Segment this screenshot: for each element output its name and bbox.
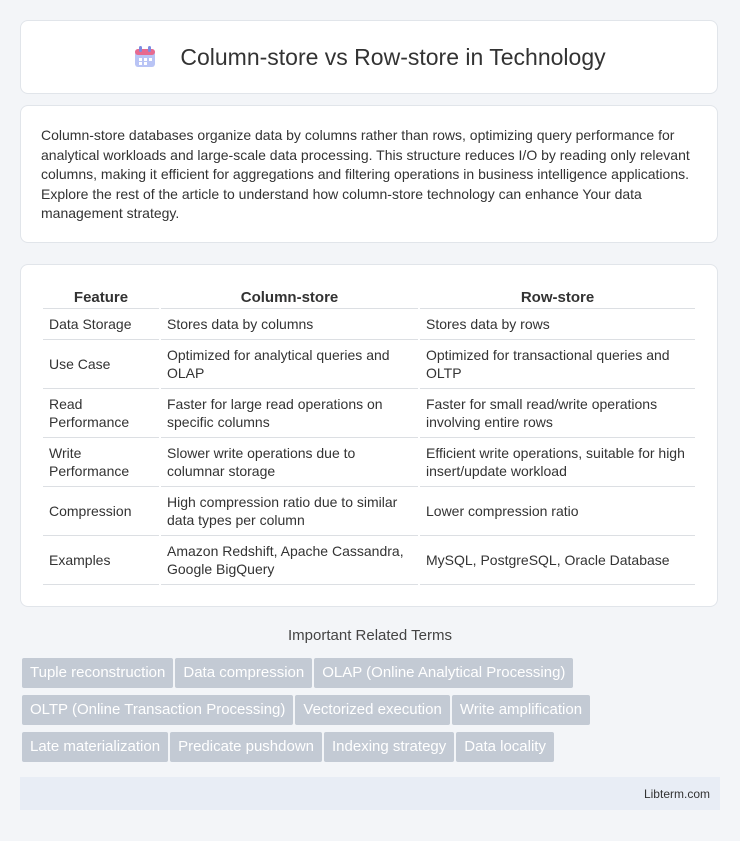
cell-row-store: Efficient write operations, suitable for high insert/update workload	[420, 438, 695, 487]
cell-feature: Read Performance	[43, 389, 159, 438]
cell-feature: Use Case	[43, 340, 159, 389]
header-card	[20, 20, 718, 94]
intro-card	[20, 105, 718, 243]
cell-row-store: Faster for small read/write operations involving entire rows	[420, 389, 695, 438]
term-tag[interactable]: OLAP (Online Analytical Processing)	[314, 658, 573, 688]
header-row-store: Row-store	[420, 285, 695, 309]
table-row	[43, 340, 695, 389]
term-tag[interactable]: Predicate pushdown	[170, 732, 322, 762]
cell-row-store: Optimized for transactional queries and OLTP	[420, 340, 695, 389]
footer	[20, 777, 720, 810]
term-tag[interactable]: Write amplification	[452, 695, 590, 725]
cell-feature: Data Storage	[43, 309, 159, 340]
cell-row-store: Stores data by rows	[420, 309, 695, 340]
cell-column-store: Optimized for analytical queries and OLAP	[161, 340, 418, 389]
table-row	[43, 487, 695, 536]
term-tag[interactable]: Vectorized execution	[295, 695, 449, 725]
term-tag[interactable]: Indexing strategy	[324, 732, 454, 762]
table-row	[43, 309, 695, 340]
cell-feature: Compression	[43, 487, 159, 536]
comparison-table	[41, 285, 697, 585]
page-title: Column-store vs Row-store in Technology	[180, 43, 606, 70]
cell-column-store: Amazon Redshift, Apache Cassandra, Google BigQuery	[161, 536, 418, 585]
header-feature: Feature	[43, 285, 159, 309]
term-tag[interactable]: OLTP (Online Transaction Processing)	[22, 695, 293, 725]
cell-feature: Write Performance	[43, 438, 159, 487]
header-column-store: Column-store	[161, 285, 418, 309]
intro-text: Column-store databases organize data by columns rather than rows, optimizing query performance for analytical workloads and large-scale data processing. This structure reduces I/O by reading only relevant columns, making it efficient for aggregations and filtering operations in business intelligence applications. Explore the rest of the article to understand how column-store technology can enhance Your data management strategy.	[41, 127, 690, 221]
cell-row-store: Lower compression ratio	[420, 487, 695, 536]
cell-column-store: Faster for large read operations on specific columns	[161, 389, 418, 438]
term-tag[interactable]: Tuple reconstruction	[22, 658, 173, 688]
footer-site-link[interactable]: Libterm.com	[643, 786, 710, 801]
cell-column-store: Stores data by columns	[161, 309, 418, 340]
calendar-icon	[132, 44, 158, 70]
cell-column-store: Slower write operations due to columnar storage	[161, 438, 418, 487]
term-tag[interactable]: Late materialization	[22, 732, 168, 762]
related-terms-title: Important Related Terms	[288, 627, 452, 644]
comparison-table-card	[20, 264, 718, 607]
cell-feature: Examples	[43, 536, 159, 585]
cell-column-store: High compression ratio due to similar data types per column	[161, 487, 418, 536]
related-terms-list	[22, 658, 722, 769]
table-row	[43, 438, 695, 487]
cell-row-store: MySQL, PostgreSQL, Oracle Database	[420, 536, 695, 585]
table-row	[43, 389, 695, 438]
table-header-row	[43, 285, 695, 309]
table-row	[43, 536, 695, 585]
term-tag[interactable]: Data locality	[456, 732, 554, 762]
term-tag[interactable]: Data compression	[175, 658, 312, 688]
